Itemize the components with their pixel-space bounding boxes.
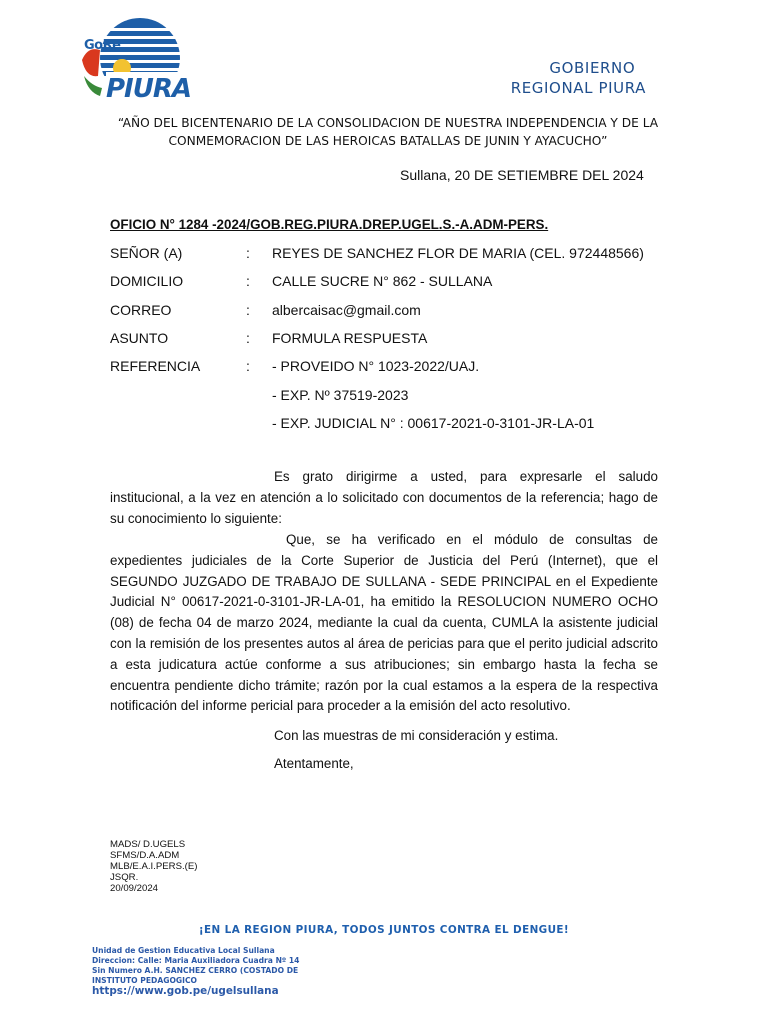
field-label-senor: SEÑOR (A)	[110, 245, 183, 261]
field-label-referencia: REFERENCIA	[110, 358, 201, 374]
field-label-asunto: ASUNTO	[110, 330, 169, 346]
field-value-correo: albercaisac@gmail.com	[272, 302, 421, 318]
initials-line: SFMS/D.A.ADM	[110, 850, 180, 861]
closing-regards: Con las muestras de mi consideración y estima.	[274, 728, 559, 743]
field-value-domicilio: CALLE SUCRE N° 862 - SULLANA	[272, 273, 493, 289]
logo-text-piura: PIURA	[106, 74, 191, 104]
government-title	[511, 58, 646, 98]
motto-line2: CONMEMORACION DE LAS HEROICAS BATALLAS DE JUNIN Y AYACUCHO”	[168, 134, 608, 148]
field-colon: :	[246, 273, 250, 289]
body-paragraph-2: Que, se ha verificado en el módulo de consultas de expedientes judiciales de la Corte Superior de Justicia del Perú (Internet), que el SEGUNDO JUZGADO DE TRABAJO DE SULLANA - SEDE PRINCIPAL en el Expediente Judicial N° 00617-2021-0-3101-JR-LA-01, ha emitido la RESOLUCION NUMERO OCHO (08) de fecha 04 de marzo 2024, mediante la cual da cuenta, CUMLA la asistente judicial con la remisión de los presentes autos al área de pericias para que el perito judicial adscrito a esta judicatura actúe conforme a sus atribuciones; sin embargo hasta la fecha se encuentra pendiente dicho trámite; razón por la cual estamos a la espera de la respectiva notificación del informe pericial para proceder a la emisión del acto resolutivo.	[110, 532, 658, 714]
address-line: INSTITUTO PEDAGOGICO	[92, 976, 197, 985]
gov-title-line2: REGIONAL PIURA	[510, 79, 646, 97]
address-line: Unidad de Gestion Educativa Local Sullana	[92, 946, 275, 955]
initials-line: 20/09/2024	[110, 883, 159, 894]
initials-line: JSQR.	[110, 872, 139, 883]
closing-sign-off: Atentamente,	[274, 756, 354, 771]
initials-line: MADS/ D.UGELS	[110, 839, 186, 850]
field-label-correo: CORREO	[110, 302, 172, 318]
reference-item: - EXP. Nº 37519-2023	[272, 387, 409, 403]
motto-line1: “AÑO DEL BICENTENARIO DE LA CONSOLIDACION DE NUESTRA INDEPENDENCIA Y DE LA	[117, 116, 659, 130]
date-line: Sullana, 20 DE SETIEMBRE DEL 2024	[400, 167, 644, 183]
initials-line: MLB/E.A.I.PERS.(E)	[110, 861, 198, 872]
field-value-senor: REYES DE SANCHEZ FLOR DE MARIA (CEL. 972448566)	[272, 245, 644, 261]
field-value-referencia: - PROVEIDO N° 1023-2022/UAJ.	[272, 358, 480, 374]
footer-website-link[interactable]: https://www.gob.pe/ugelsullana	[92, 985, 279, 997]
body-paragraph-1: Es grato dirigirme a usted, para expresarle el saludo institucional, a la vez en atención a lo solicitado con documentos de la referencia; hago de su conocimiento lo siguiente:	[110, 469, 658, 526]
field-colon: :	[246, 358, 250, 374]
address-line: Sin Numero A.H. SANCHEZ CERRO (COSTADO DE	[92, 966, 299, 975]
address-line: Direccion: Calle: Maria Auxiliadora Cuadra Nº 14	[92, 956, 300, 965]
field-colon: :	[246, 302, 250, 318]
year-motto	[100, 114, 676, 150]
reference-item: - EXP. JUDICIAL N° : 00617-2021-0-3101-JR-LA-01	[272, 415, 595, 431]
field-value-asunto: FORMULA RESPUESTA	[272, 330, 428, 346]
oficio-number: OFICIO N° 1284 -2024/GOB.REG.PIURA.DREP.UGEL.S.-A.ADM-PERS.	[110, 217, 549, 232]
field-colon: :	[246, 330, 250, 346]
footer-slogan: ¡EN LA REGION PIURA, TODOS JUNTOS CONTRA EL DENGUE!	[198, 924, 570, 936]
gov-title-line1: GOBIERNO	[549, 59, 636, 77]
footer-address	[92, 946, 299, 986]
initials-block	[110, 839, 197, 894]
field-label-domicilio: DOMICILIO	[110, 273, 184, 289]
logo-text-gore: GoRe	[84, 38, 121, 53]
field-colon: :	[246, 245, 250, 261]
